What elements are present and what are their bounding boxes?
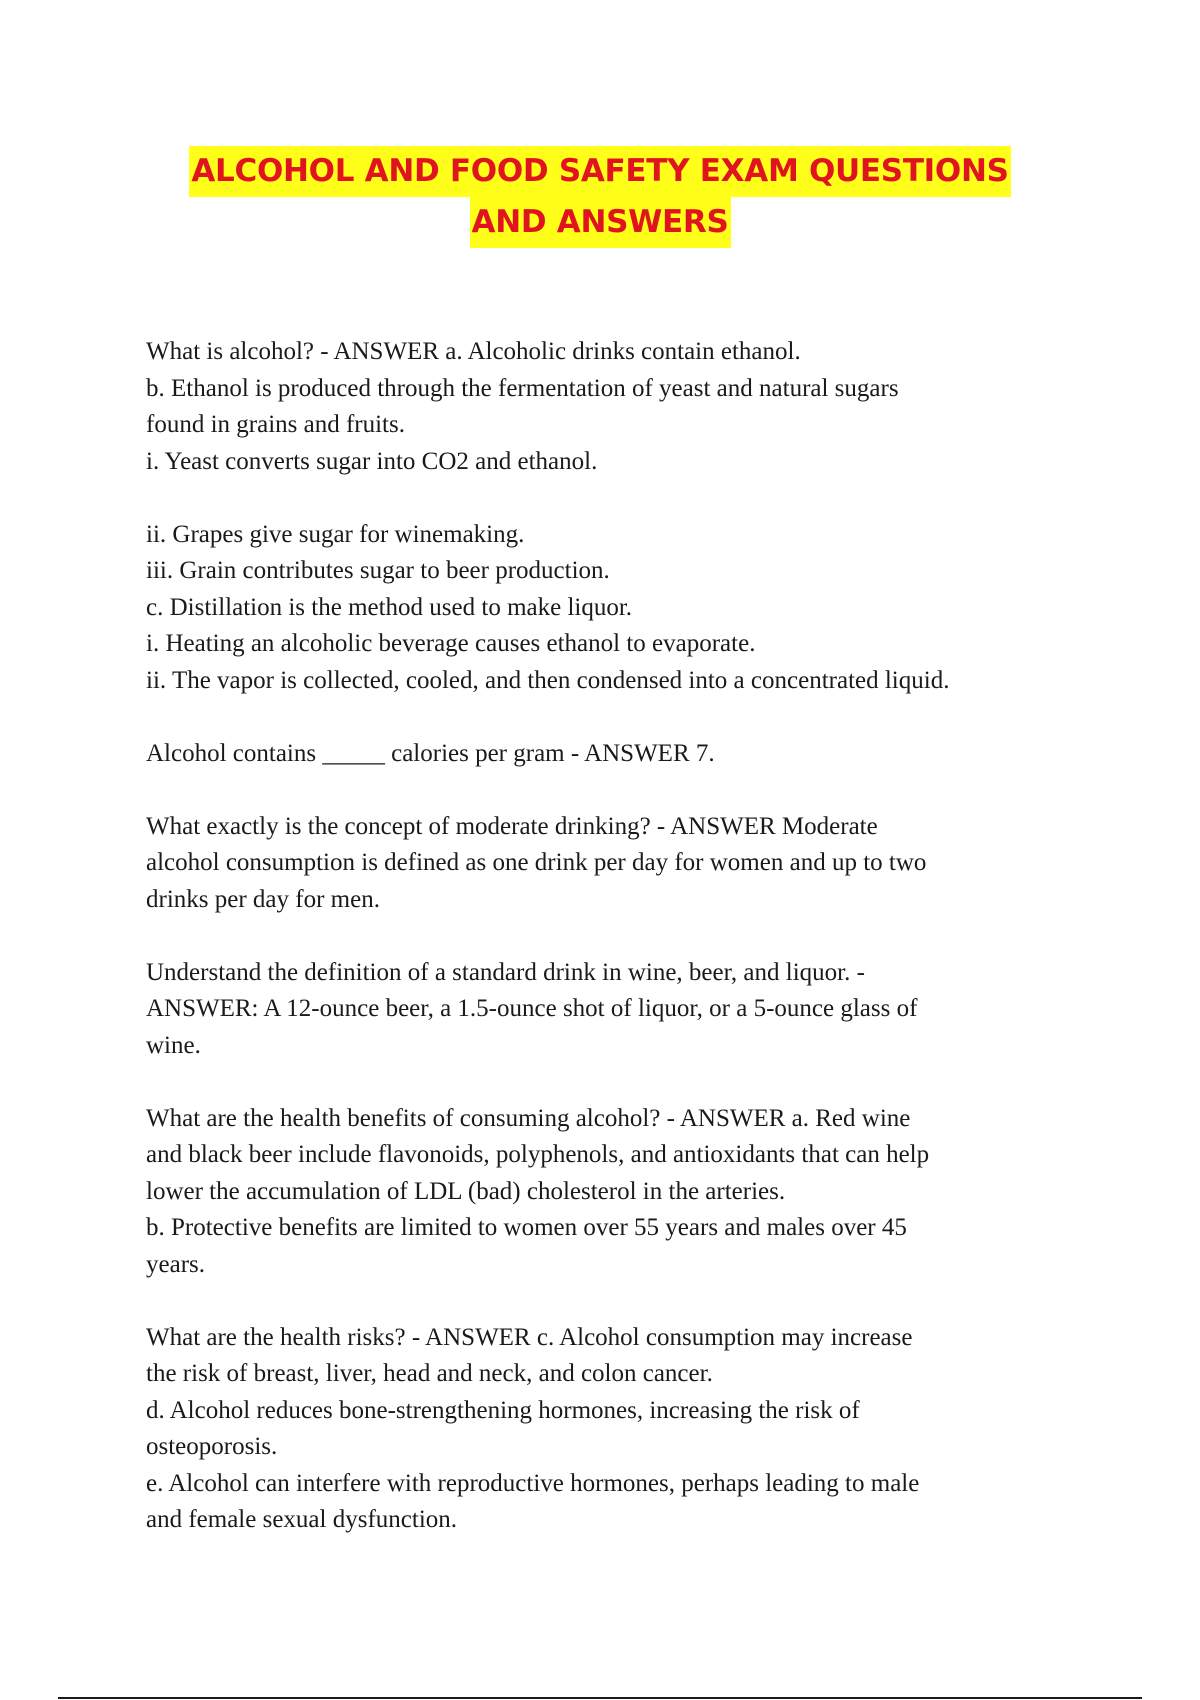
qa-block-calories (146, 736, 1086, 773)
text-line: Understand the definition of a standard drink in wine, beer, and liquor. - (146, 958, 865, 986)
qa-block-health-risks (146, 1320, 1086, 1539)
text-line: b. Protective benefits are limited to women over 55 years and males over 45 (146, 1214, 907, 1241)
title-line: AND ANSWERS (470, 197, 731, 248)
text-line: drinks per day for men. (146, 885, 380, 913)
qa-block-health-benefits (146, 1101, 1086, 1284)
qa-block-moderate-drinking (146, 809, 1086, 919)
text-line: ANSWER: A 12-ounce beer, a 1.5-ounce shot of liquor, or a 5-ounce glass of (146, 995, 918, 1022)
qa-block-alcohol-definition (146, 334, 1086, 480)
footer-divider (58, 1697, 1142, 1699)
qa-block-alcohol-production (146, 517, 1086, 700)
text-line: What is alcohol? - ANSWER a. Alcoholic drinks contain ethanol. (146, 338, 801, 365)
document-body (146, 334, 1086, 1575)
text-line: b. Ethanol is produced through the fermentation of yeast and natural sugars (146, 374, 899, 402)
text-line: and black beer include flavonoids, polyphenols, and antioxidants that can help (146, 1141, 930, 1168)
text-line: ii. The vapor is collected, cooled, and then condensed into a concentrated liquid. (146, 666, 950, 694)
text-line: and female sexual dysfunction. (146, 1506, 458, 1533)
text-line: the risk of breast, liver, head and neck, and colon cancer. (146, 1360, 713, 1387)
text-line: What are the health risks? - ANSWER c. Alcohol consumption may increase (146, 1323, 913, 1351)
title-line: ALCOHOL AND FOOD SAFETY EXAM QUESTIONS (189, 146, 1010, 197)
text-line: Alcohol contains _____ calories per gram - ANSWER 7. (146, 739, 715, 767)
text-line: What are the health benefits of consuming alcohol? - ANSWER a. Red wine (146, 1104, 911, 1132)
text-line: wine. (146, 1031, 201, 1059)
text-line: years. (146, 1250, 205, 1278)
text-line: e. Alcohol can interfere with reproductive hormones, perhaps leading to male (146, 1469, 920, 1497)
text-line: i. Heating an alcoholic beverage causes ethanol to evaporate. (146, 630, 756, 657)
text-line: iii. Grain contributes sugar to beer production. (146, 557, 610, 584)
text-line: alcohol consumption is defined as one drink per day for women and up to two (146, 849, 927, 876)
text-line: i. Yeast converts sugar into CO2 and ethanol. (146, 447, 598, 475)
text-line: lower the accumulation of LDL (bad) cholesterol in the arteries. (146, 1177, 786, 1205)
qa-block-standard-drink (146, 955, 1086, 1065)
text-line: c. Distillation is the method used to make liquor. (146, 593, 633, 621)
text-line: d. Alcohol reduces bone-strengthening hormones, increasing the risk of (146, 1396, 860, 1424)
text-line: found in grains and fruits. (146, 411, 405, 438)
document-title (0, 146, 1200, 248)
text-line: osteoporosis. (146, 1433, 278, 1460)
text-line: What exactly is the concept of moderate drinking? - ANSWER Moderate (146, 812, 878, 840)
text-line: ii. Grapes give sugar for winemaking. (146, 520, 525, 548)
